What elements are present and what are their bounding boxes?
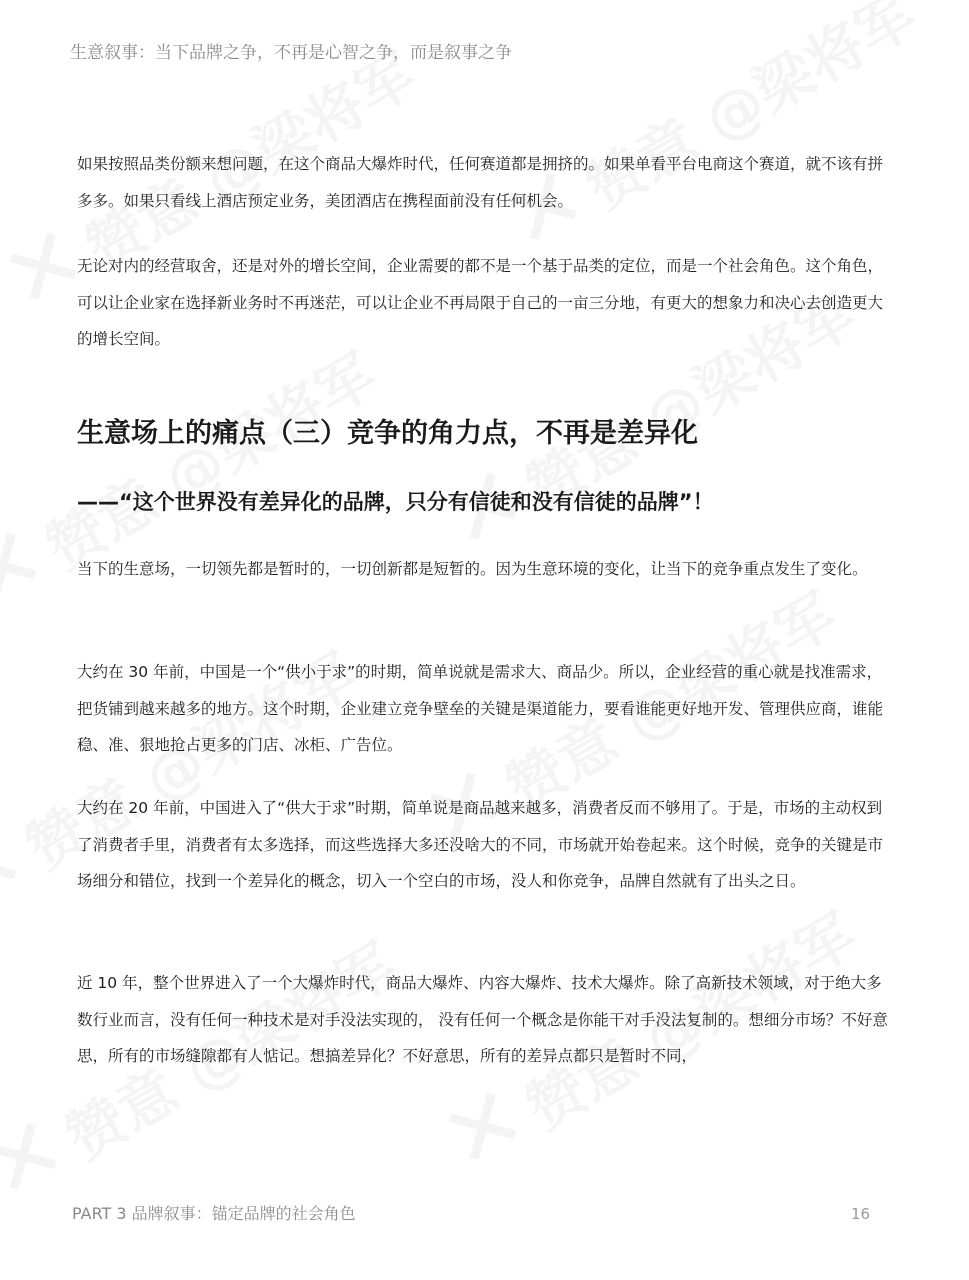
page-number: 16 — [851, 1205, 871, 1223]
paragraph: 如果按照品类份额来想问题，在这个商品大爆炸时代，任何赛道都是拥挤的。如果单看平台电商这个赛道，就不该有拼多多。如果只看线上酒店预定业务，美团酒店在携程面前没有任何机会。 — [77, 155, 884, 210]
paragraph: 大约在 20 年前，中国进入了“供大于求”时期，简单说是商品越来越多，消费者反而不够用了。于是，市场的主动权到了消费者手里，消费者有太多选择，而这些选择大多还没啥大的不同，市场就开始卷起来。这个时候，竞争的关键是市场细分和错位，找到一个差异化的概念，切入一个空白的市场，没人和你竞争，品牌自然就有了出头之日。 — [77, 799, 884, 890]
section-subheading: ——“这个世界没有差异化的品牌，只分有信徒和没有信徒的品牌”！ — [77, 490, 714, 514]
running-footer: PART 3 品牌叙事：锚定品牌的社会角色 — [72, 1204, 356, 1223]
section-heading: 生意场上的痛点（三）竞争的角力点，不再是差异化 — [77, 418, 698, 449]
paragraph: 无论对内的经营取舍，还是对外的增长空间，企业需要的都不是一个基于品类的定位，而是一个社会角色。这个角色，可以让企业家在选择新业务时不再迷茫，可以让企业不再局限于自己的一亩三分地，有更大的想象力和决心去创造更大的增长空间。 — [77, 257, 884, 348]
paragraph: 当下的生意场，一切领先都是暂时的，一切创新都是短暂的。因为生意环境的变化，让当下的竞争重点发生了变化。 — [77, 560, 868, 578]
paragraph: 大约在 30 年前，中国是一个“供小于求”的时期，简单说就是需求大、商品少。所以，企业经营的重心就是找准需求，把货铺到越来越多的地方。这个时期，企业建立竞争壁垒的关键是渠道能力，要看谁能更好地开发、管理供应商，谁能稳、准、狠地抢占更多的门店、冰柜、广告位。 — [77, 663, 884, 754]
paragraph: 近 10 年，整个世界进入了一个大爆炸时代，商品大爆炸、内容大爆炸、技术大爆炸。除了高新技术领域，对于绝大多数行业而言，没有任何一种技术是对手没法实现的， 没有任何一个概念是你能干对手没法复制的。想细分市场？不好意思，所有的市场缝隙都有人惦记。想搞差异化？不好意思，所有的差异点都只是暂时不同， — [77, 974, 888, 1065]
running-header: 生意叙事：当下品牌之争，不再是心智之争，而是叙事之争 — [70, 43, 512, 63]
watermark — [484, 0, 932, 274]
